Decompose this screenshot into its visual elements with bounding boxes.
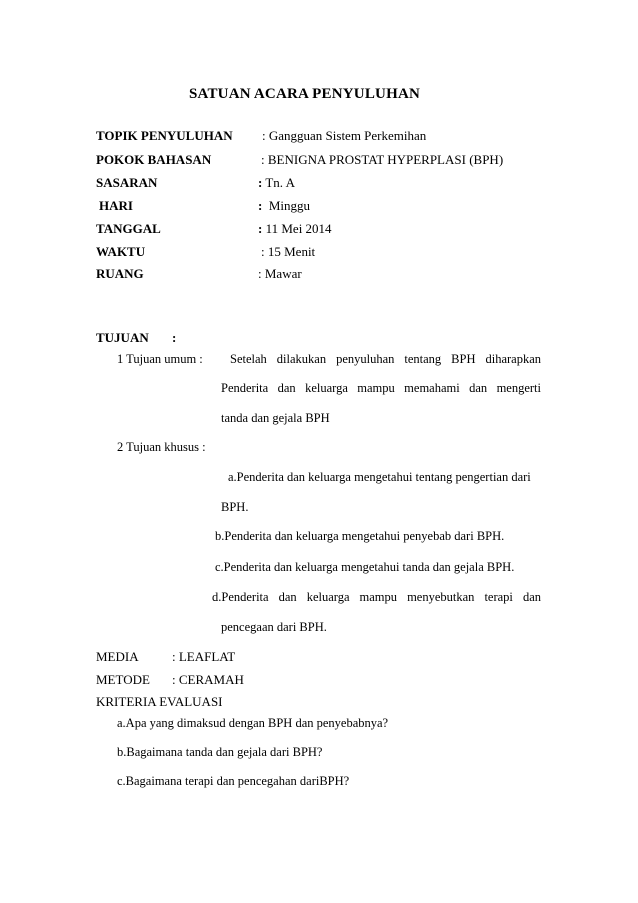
tujuan-khusus-label: 2 Tujuan khusus : bbox=[117, 440, 206, 454]
tujuan-khusus-d-line1: d.Penderita dan keluarga mampu menyebutkan terapi dan bbox=[212, 590, 541, 604]
tujuan-khusus-a-line1: a.Penderita dan keluarga mengetahui tentang pengertian dari bbox=[228, 470, 531, 484]
waktu-label: WAKTU bbox=[96, 244, 146, 259]
kriteria-item-a: a.Apa yang dimaksud dengan BPH dan penyebabnya? bbox=[117, 716, 389, 730]
hari-label: HARI bbox=[99, 198, 133, 213]
kriteria-heading: KRITERIA EVALUASI bbox=[96, 694, 223, 709]
tujuan-umum-line1: Setelah dilakukan penyuluhan tentang BPH diharapkan bbox=[230, 352, 541, 366]
tanggal-colon: : bbox=[258, 221, 263, 236]
tujuan-khusus-d-line2: pencegaan dari BPH. bbox=[221, 620, 327, 634]
tanggal-value: 11 Mei 2014 bbox=[265, 221, 332, 236]
tujuan-khusus-b: b.Penderita dan keluarga mengetahui penyebab dari BPH. bbox=[215, 529, 505, 543]
sasaran-row bbox=[258, 175, 295, 191]
hari-value: Minggu bbox=[268, 198, 311, 213]
tujuan-umum-line3: tanda dan gejala BPH bbox=[221, 411, 330, 425]
sasaran-value: Tn. A bbox=[265, 175, 295, 190]
sasaran-label: SASARAN bbox=[96, 175, 158, 190]
hari-colon: : bbox=[258, 198, 263, 213]
sasaran-colon: : bbox=[258, 175, 263, 190]
topik-value: : Gangguan Sistem Perkemihan bbox=[262, 128, 427, 143]
ruang-label: RUANG bbox=[96, 266, 144, 281]
hari-row bbox=[258, 198, 310, 214]
document-title: SATUAN ACARA PENYULUHAN bbox=[189, 86, 421, 102]
tujuan-umum-label: 1 Tujuan umum : bbox=[117, 352, 203, 366]
pokok-label: POKOK BAHASAN bbox=[96, 152, 212, 167]
metode-value: : CERAMAH bbox=[172, 672, 244, 687]
pokok-value: : BENIGNA PROSTAT HYPERPLASI (BPH) bbox=[261, 152, 504, 167]
tanggal-row bbox=[258, 221, 332, 237]
media-value: : LEAFLAT bbox=[172, 649, 236, 664]
waktu-value: : 15 Menit bbox=[261, 244, 316, 259]
kriteria-item-b: b.Bagaimana tanda dan gejala dari BPH? bbox=[117, 745, 323, 759]
tanggal-label: TANGGAL bbox=[96, 221, 161, 236]
ruang-value: : Mawar bbox=[258, 266, 302, 281]
tujuan-umum-line2: Penderita dan keluarga mampu memahami dan mengerti bbox=[221, 381, 541, 395]
tujuan-khusus-c: c.Penderita dan keluarga mengetahui tanda dan gejala BPH. bbox=[215, 560, 515, 574]
tujuan-khusus-a-line2: BPH. bbox=[221, 500, 249, 514]
metode-label: METODE bbox=[96, 672, 150, 687]
tujuan-colon: : bbox=[172, 330, 177, 345]
topik-label: TOPIK PENYULUHAN bbox=[96, 128, 233, 143]
tujuan-heading: TUJUAN bbox=[96, 330, 149, 345]
kriteria-item-c: c.Bagaimana terapi dan pencegahan dariBPH? bbox=[117, 774, 350, 788]
media-label: MEDIA bbox=[96, 649, 139, 664]
